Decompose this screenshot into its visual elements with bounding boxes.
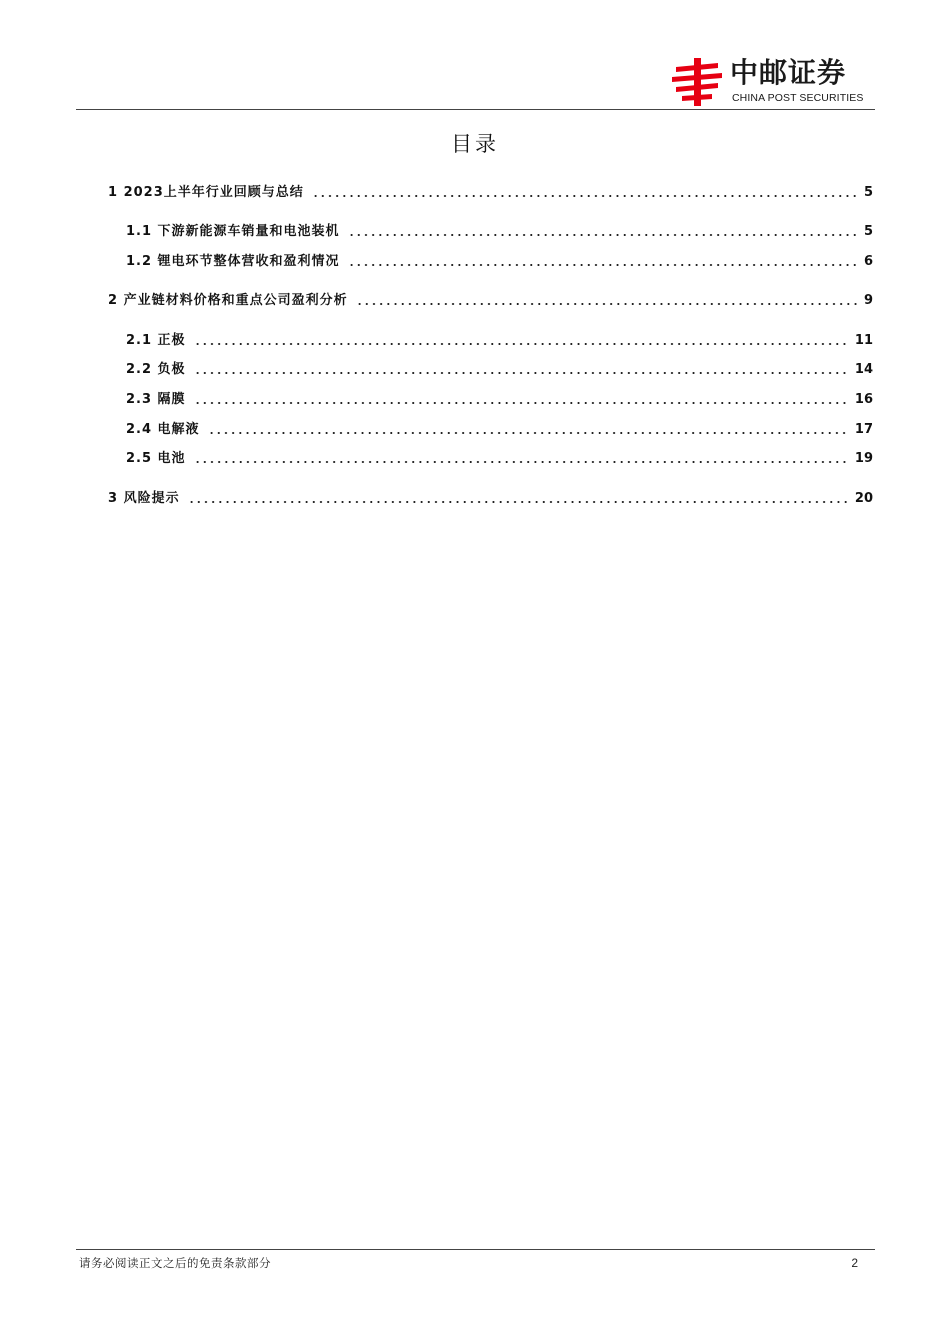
toc-dot-leader [194,401,849,405]
toc-entry[interactable] [126,251,873,271]
toc-entry-page: 19 [854,451,873,466]
logo-chinese-name: 中邮证券 [730,56,847,89]
company-logo [672,56,876,106]
toc-entry[interactable] [126,221,873,241]
toc-dot-leader [356,302,857,306]
toc-entry[interactable] [126,330,873,350]
toc-entry[interactable] [126,419,873,439]
toc-entry-label: 2 产业链材料价格和重点公司盈利分析 [108,293,348,308]
toc-entry-page: 11 [854,333,873,348]
toc-entry-label: 2.1 正极 [126,333,186,348]
toc-entry-label: 2.4 电解液 [126,422,200,437]
toc-entry-label: 2.3 隔膜 [126,392,186,407]
toc-entry-page: 5 [863,185,873,200]
toc-dot-leader [194,342,849,346]
page-number: 2 [851,1256,858,1270]
toc-entry[interactable] [126,389,873,409]
toc-entry-page: 9 [863,293,873,308]
toc-entry-page: 5 [863,224,873,239]
toc-entry[interactable] [108,488,873,508]
logo-english-name: CHINA POST SECURITIES [732,92,864,104]
toc-entry-label: 1.1 下游新能源车销量和电池装机 [126,224,340,239]
toc-entry[interactable] [126,359,873,379]
toc-entry-page: 20 [854,491,873,506]
toc-entry-page: 16 [854,392,873,407]
toc-entry-label: 3 风险提示 [108,491,180,506]
toc-entry-label: 1.2 锂电环节整体营收和盈利情况 [126,254,340,269]
toc-entry[interactable] [108,290,873,310]
toc-dot-leader [348,263,857,267]
toc-dot-leader [194,371,849,375]
toc-title: 目录 [451,132,499,156]
toc-entry[interactable] [108,182,873,202]
toc-entry-page: 6 [863,254,873,269]
toc-entry-label: 2.2 负极 [126,362,186,377]
toc-entry[interactable] [126,448,873,468]
footer-disclaimer: 请务必阅读正文之后的免责条款部分 [79,1256,271,1270]
toc-entry-label: 1 2023上半年行业回顾与总结 [108,185,304,200]
toc-dot-leader [194,460,849,464]
toc-entry-label: 2.5 电池 [126,451,186,466]
toc-dot-leader [348,233,857,237]
toc-entry-page: 17 [854,422,873,437]
toc-dot-leader [188,500,849,504]
toc-dot-leader [312,194,857,198]
toc-entry-page: 14 [854,362,873,377]
footer-divider [76,1249,875,1250]
header-divider [76,109,875,110]
toc-dot-leader [208,431,849,435]
china-post-emblem-icon [672,58,722,106]
